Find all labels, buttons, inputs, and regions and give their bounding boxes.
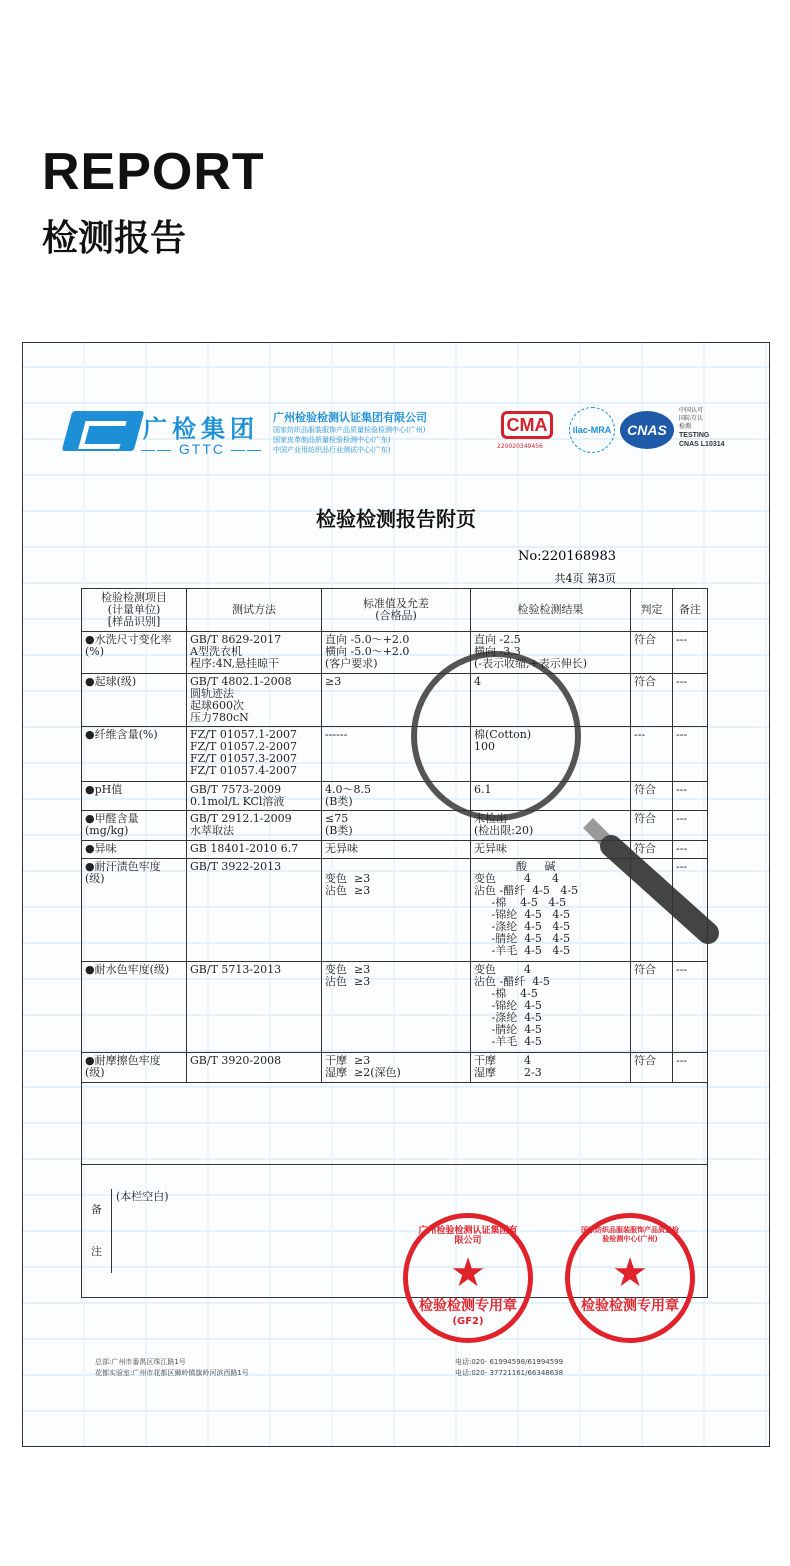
table-cell: 酸 碱 变色 4 4 沾色 -醋纤 4-5 4-5 -棉 4-5 4-5 -锦纶 4-5 4-5 -涤纶 4-5 4-5 -腈纶 4-5 4-5 -羊毛 4-5 4-5 bbox=[471, 859, 631, 962]
sub-org: 国家纺织品服装服饰产品质量检验检测中心(广州) bbox=[273, 426, 426, 434]
address-block: 总部:广州市番禺区珠江路1号 花都实验室:广州市花都区狮岭镇旗岭河滨西路1号 bbox=[95, 1358, 249, 1377]
table-cell: --- bbox=[673, 727, 708, 782]
table-cell: 4.0～8.5 (B类) bbox=[322, 782, 471, 811]
col-header: 检验检测项目 (计量单位) [样品识别] bbox=[82, 589, 187, 632]
table-cell: --- bbox=[673, 841, 708, 859]
table-row bbox=[82, 632, 708, 674]
table-cell: ●纤维含量(%) bbox=[82, 727, 187, 782]
table-cell: --- bbox=[673, 962, 708, 1053]
table-cell: GB/T 3920-2008 bbox=[187, 1053, 322, 1083]
table-row bbox=[82, 727, 708, 782]
report-title: 检验检测报告附页 bbox=[316, 507, 476, 531]
table-cell: 符合 bbox=[631, 962, 673, 1053]
table-cell: --- bbox=[673, 782, 708, 811]
table-cell: ●pH值 bbox=[82, 782, 187, 811]
report-number: No:220168983 bbox=[517, 549, 616, 564]
table-cell: 未检出 (检出限:20) bbox=[471, 811, 631, 841]
table-cell: 直向 -5.0～+2.0 横向 -5.0～+2.0 (客户要求) bbox=[322, 632, 471, 674]
table-cell: ------ bbox=[322, 727, 471, 782]
table-cell: 无异味 bbox=[471, 841, 631, 859]
table-cell: ●耐汗渍色牢度 (级) bbox=[82, 859, 187, 962]
table-cell: 符合 bbox=[631, 632, 673, 674]
table-cell: ≤75 (B类) bbox=[322, 811, 471, 841]
table-cell: ●水洗尺寸变化率 (%) bbox=[82, 632, 187, 674]
cma-number: 220020349456 bbox=[497, 443, 543, 450]
table-cell: GB/T 8629-2017 A型洗衣机 程序:4N,悬挂晾干 bbox=[187, 632, 322, 674]
company-name: 广州检验检测认证集团有限公司 bbox=[273, 411, 427, 424]
table-cell: ●起球(级) bbox=[82, 674, 187, 727]
table-cell: 符合 bbox=[631, 674, 673, 727]
cnas-logo-icon: CNAS bbox=[620, 411, 674, 449]
sub-org: 中国产业用纺织品行业测试中心(广东) bbox=[273, 446, 391, 454]
page-heading-en: REPORT bbox=[42, 143, 265, 201]
table-cell: 干摩 ≥3 湿摩 ≥2(深色) bbox=[322, 1053, 471, 1083]
table-cell bbox=[631, 859, 673, 962]
table-row bbox=[82, 859, 708, 962]
table-header-row bbox=[82, 589, 708, 632]
page-heading-cn: 检测报告 bbox=[42, 218, 187, 259]
results-table bbox=[81, 588, 708, 1298]
stamp-center-text: 检验检测专用章 bbox=[419, 1298, 517, 1314]
table-cell: 变色 4 沾色 -醋纤 4-5 -棉 4-5 -锦纶 4-5 -涤纶 4-5 -腈纶 4-5 -羊毛 4-5 bbox=[471, 962, 631, 1053]
table-cell: --- bbox=[673, 1053, 708, 1083]
table-cell: 符合 bbox=[631, 841, 673, 859]
table-cell: ●异味 bbox=[82, 841, 187, 859]
table-cell: GB/T 5713-2013 bbox=[187, 962, 322, 1053]
col-header: 备注 bbox=[673, 589, 708, 632]
table-cell: ●耐水色牢度(级) bbox=[82, 962, 187, 1053]
table-cell: GB/T 4802.1-2008 圆轨迹法 起球600次 压力780cN bbox=[187, 674, 322, 727]
table-cell: GB/T 3922-2013 bbox=[187, 859, 322, 962]
table-cell: 干摩 4 湿摩 2-3 bbox=[471, 1053, 631, 1083]
table-cell: 无异味 bbox=[322, 841, 471, 859]
stamp-center-text: 检验检测专用章 bbox=[581, 1298, 679, 1314]
table-row bbox=[82, 782, 708, 811]
official-stamp bbox=[403, 1213, 533, 1343]
page-count: 共4页 第3页 bbox=[554, 572, 616, 585]
table-row bbox=[82, 811, 708, 841]
table-cell: GB/T 2912.1-2009 水萃取法 bbox=[187, 811, 322, 841]
blank-row bbox=[82, 1083, 708, 1165]
table-cell: 符合 bbox=[631, 1053, 673, 1083]
brand-cn: 广检集团 bbox=[143, 415, 259, 443]
table-row bbox=[82, 841, 708, 859]
table-cell: FZ/T 01057.1-2007 FZ/T 01057.2-2007 FZ/T 01057.3-2007 FZ/T 01057.4-2007 bbox=[187, 727, 322, 782]
official-stamp bbox=[565, 1213, 695, 1343]
table-cell: 6.1 bbox=[471, 782, 631, 811]
table-cell: --- bbox=[631, 727, 673, 782]
brand-en: —— GTTC —— bbox=[141, 441, 263, 457]
star-icon: ★ bbox=[450, 1250, 486, 1296]
col-header: 标准值及允差 (合格品) bbox=[322, 589, 471, 632]
col-header: 判定 bbox=[631, 589, 673, 632]
remarks-label: 注 bbox=[91, 1245, 102, 1258]
star-icon: ★ bbox=[612, 1250, 648, 1296]
table-cell: 棉(Cotton) 100 bbox=[471, 727, 631, 782]
stamp-ring-text: 广州检验检测认证集团有限公司 bbox=[418, 1226, 518, 1246]
table-cell: --- bbox=[673, 859, 708, 962]
report-document bbox=[22, 342, 770, 1447]
table-cell: --- bbox=[673, 674, 708, 727]
table-cell: 变色 ≥3 沾色 ≥3 bbox=[322, 859, 471, 962]
remarks-text: (本栏空白) bbox=[116, 1190, 169, 1203]
table-cell: --- bbox=[673, 632, 708, 674]
table-cell: 变色 ≥3 沾色 ≥3 bbox=[322, 962, 471, 1053]
col-header: 检验检测结果 bbox=[471, 589, 631, 632]
table-row bbox=[82, 1053, 708, 1083]
phone-block: 电话:020- 61994598/61994599 电话:020- 37721161/66348638 bbox=[455, 1358, 564, 1377]
col-header: 测试方法 bbox=[187, 589, 322, 632]
table-cell: 符合 bbox=[631, 782, 673, 811]
table-cell: 4 bbox=[471, 674, 631, 727]
ilac-mra-logo-icon: ilac-MRA bbox=[569, 407, 615, 453]
table-cell: 直向 -2.5 横向 -3.3 (-表示收缩,+表示伸长) bbox=[471, 632, 631, 674]
table-cell: 符合 bbox=[631, 811, 673, 841]
table-cell: --- bbox=[673, 811, 708, 841]
stamp-code: (GF2) bbox=[452, 1316, 484, 1327]
table-cell: ≥3 bbox=[322, 674, 471, 727]
table-cell: GB 18401-2010 6.7 bbox=[187, 841, 322, 859]
company-block bbox=[273, 411, 427, 455]
table-cell: ●耐摩擦色牢度 (级) bbox=[82, 1053, 187, 1083]
table-cell: ●甲醛含量 (mg/kg) bbox=[82, 811, 187, 841]
table-row bbox=[82, 674, 708, 727]
table-cell: GB/T 7573-2009 0.1mol/L KCl溶液 bbox=[187, 782, 322, 811]
sub-org: 国家皮革制品质量检验检测中心(广东) bbox=[273, 436, 391, 444]
stamp-ring-text: 国家纺织品服装服饰产品质量检验检测中心(广州) bbox=[581, 1226, 679, 1243]
cnas-text: 中国认可 国际互认 检测 TESTING CNAS L10314 bbox=[679, 407, 725, 448]
gttc-logo-icon bbox=[62, 411, 145, 451]
table-row bbox=[82, 962, 708, 1053]
cma-logo-icon: CMA bbox=[501, 411, 553, 439]
remarks-label: 备 bbox=[91, 1203, 102, 1216]
